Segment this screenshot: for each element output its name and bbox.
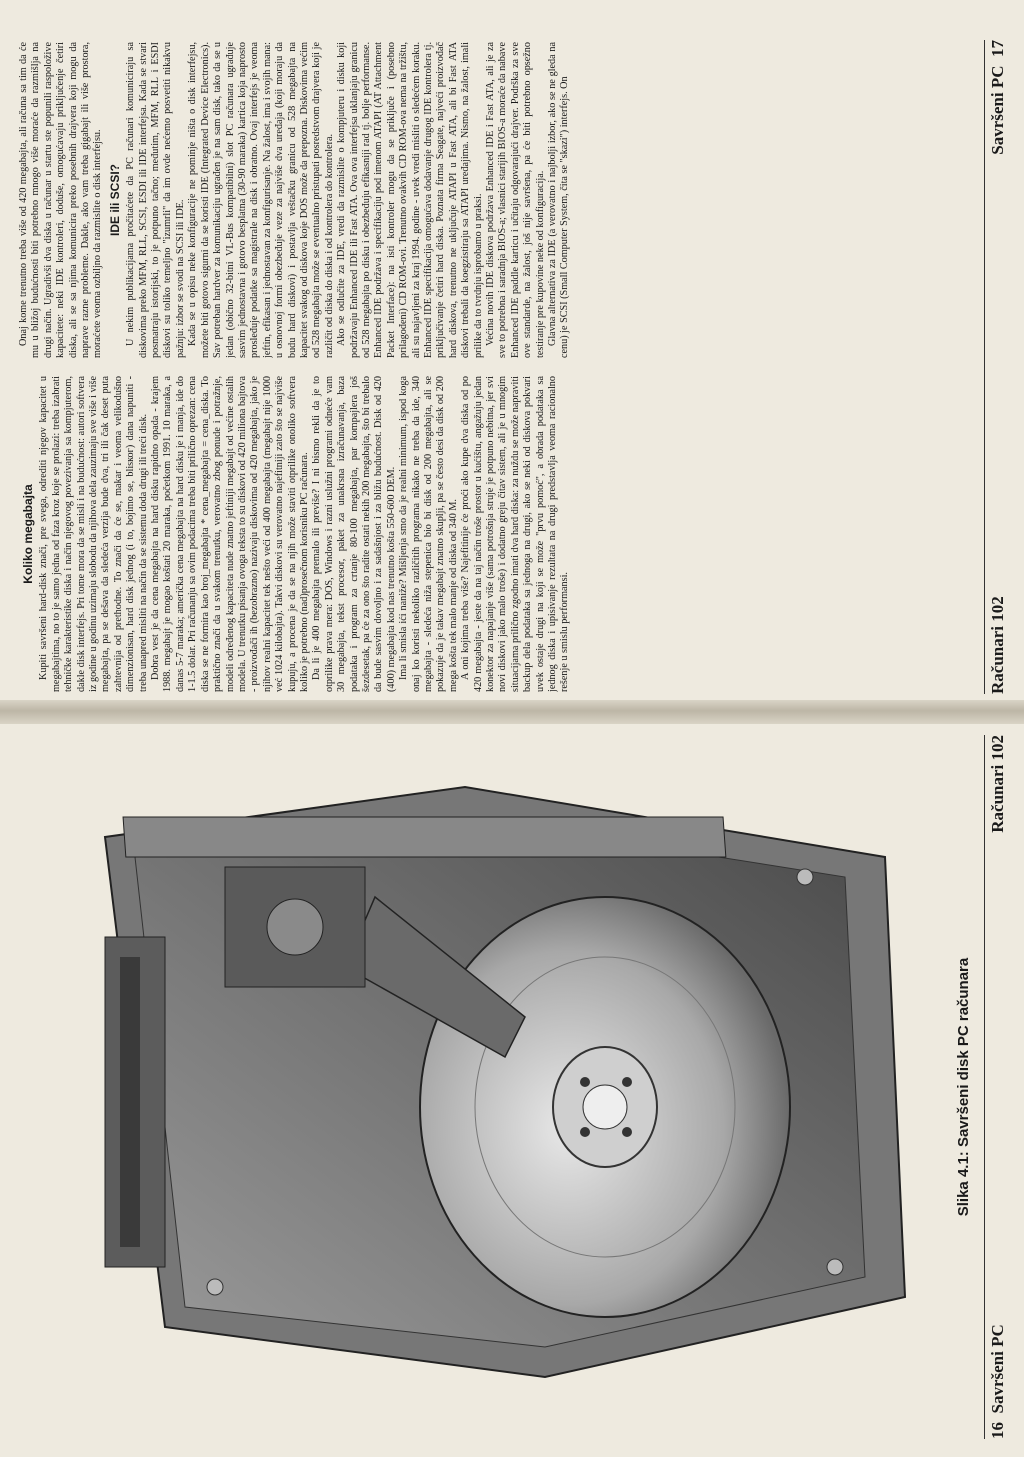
paragraph: A oni kojima treba više? Najefitinije će proći ako kupe dva diska od po 420 megabajta - jeste da na taj način troše prostor u kućištu, angažuju jedan konektor za napajanje više (sama potrošnja struje je potpuno nebitna, jer svi novi diskovi jako malo troše) i dodatno greju čitav sistem, ali je u mnogim situacijama prilično zgodno imati dva hard diska: za nuždu se može napraviti backup dela podataka sa jednoga na drugi, ako se neki od diskova pokvari uvek ostaje drugi na koji se može "prvu pomoć", a obrada podataka sa jednog diska i upisivanje rezultata na drugi predstavlja veoma racionalno rešenje u smislu performansi. <box>460 376 571 692</box>
page-17 <box>0 22 1007 712</box>
paragraph: Većina novih IDE diskova podržava Enhanced IDE i Fast ATA, ali je za sve to potrebna i saradnja BIOS-a; vlasnici starijih BIOS-a moraće da nabave Enhanced IDE paddle karticu i učitaju odgovarajući drajver. Podrška za sve ove standarde, na žalost, još nije savršena, pa će biti potrebno opsežno testiranje pre kupovine neke od konfiguracija. <box>485 42 546 358</box>
text-columns <box>18 42 970 692</box>
paragraph: Ako se odlučite za IDE, vredi da razmislite o kompjuteru i disku koji podržavaju Enhanced IDE ili Fast ATA. Ova ova interfejsa uklanjaju granicu od 528 megabajta po disku i obezbeđuju efikasniji rad tj. bolje performanse. Enhanced IDE podržava i specifikaciju pod imenom ATAPI (AT Attachment Packet Interface): na isti kontroler mogu da se priključe i (posebno prilagođeni) CD ROM-ovi. Trenutno ovakvih CD ROM-ova nema na tržištu, ali su najavljeni za kraj 1994. godine - uvek vredi misliti o sledećem koraku. Enhanced IDE specifikacija omogućava dodavanje drugog IDE kontrolera tj. priključivanje četiri hard diska. Poznata firma Seagate, najveći proizvođač hard diskova, trenutno ne uključuje ATAPI u Fast ATA, ali bi Fast ATA diskovi trebali da koegzistiraju sa ATAPI uređajima. Nismo, na žalost, imali prilike da to tvrdnju isprobamo u praksi. <box>336 42 484 358</box>
paragraph: Glavna alternativa za IDE (a verovatno i najbolji izbor, ako se ne gleda na cenu) je SCSI (Small Computer System, čita se "skazi") interfejs. On <box>547 42 571 358</box>
column-2 <box>18 42 970 358</box>
figure-caption: Slika 4.1: Savršeni disk PC računara <box>955 957 972 1217</box>
page-16 <box>0 717 1007 1457</box>
running-title-and-number: 16 Savršeni PC <box>988 1324 1007 1439</box>
hard-disk-drawing <box>40 757 930 1417</box>
section-heading-koliko-megabajta: Koliko megabajta <box>21 484 35 584</box>
hard-disk-illustration <box>40 757 930 1417</box>
page-footer-16 <box>984 735 1012 1439</box>
magazine-name: Računari 102 <box>988 735 1007 833</box>
page-footer-17 <box>984 40 1012 694</box>
magazine-name: Računari 102 <box>988 596 1007 694</box>
paragraph: Ima li smisla ići naniže? Mišljenja smo da je realni minimum, ispod koga onaj ko koristi nekoliko različitih programa nikako ne treba da ide, 340 megabajta - sledeća niža stepenica bio bi disk od 200 megabajta, ali se pokazuje da je takav megabajt znatno skuplji, pa se često desi da disk od 200 mega košta tek malo manje od diska od 340 M. <box>398 376 459 692</box>
paragraph: Kada se u opisu neke konfiguracije ne pominje ništa o disk interfejsu, možete biti gotovo sigurni da se koristi IDE (Integrated Device Electronics). Sav potreban hardver za komunikaciju ugrađen je na sam disk, tako da se u jedan (obično 32-bitni VL-Bus kompatibilni) slot PC računara ugrađuje sasvim jednostavna i gotovo besplatna (30-90 maraka) kartica koja naprosto prosleđuje podatke sa magistrale na disk i obratno. Ovaj interfejs je veoma jeftin, efikasan i jednostavan za konfigurisanje. Na žalost, ima i svojih mana: u osnovnoj formi obezbeđuje veze za najviše dva uređaja (koji moraju da budu hard diskovi) i postavlja veštačku granicu od 528 megabajta na kapacitet svakog od diskova koje DOS može da prepozna. Diskovima većim od 528 megabajta može se eventualno pristupati posredstvom drajvera koji je različit od diska do diska i od kontrolera do kontrolera. <box>187 42 335 358</box>
paragraph: Dobra vest je da cena megabajta na hard disku rapidno opada - krajem 1988. megabajt je mogao koštati 20 maraka, početkom 1991. 10 maraka, a danas 5-7 maraka; američka cena megabajta na hard disku je i manja, ide do 1-1.5 dolar. Pri računanju sa ovim podacima treba biti prilično oprezan: cena diska se ne formira kao broj_megabajta * cena_megabajta = cena_diska. To praktično znači da u svakom trenutku, verovatno zbog ponude i potražnje, modeli određenog kapaciteta nude znatno jeftiniji megabajt od većine ostalih modela. U trenutku pisanja ovoga teksta to su diskovi od 420 miliona bajtova - proizvođači ih (bezobrazno) nazivaju diskovima od 420 megabajta, jako je njihov realni kapacitet tek nešto veći od 400 megabajta (megabajt nije 1000 već 1024 kilobajta). Takvi diskovi su verovatno najefitniji zato što se najviše kupuju, a procena je da se na njih može staviti otprilike onoliko softvera koliko je potrebno (nad)prosečnom korisniku PC računara. <box>150 376 310 692</box>
paragraph: Onaj kome trenutno treba više od 420 megabajta, ali računa sa tim da će mu u bližoj budućnosti biti potrebno mnogo više moraće da razmišlja na drugi način. Ugradivši dva diska u računar u startu ste popunili raspoložive kapacitete: neki IDE kontroleri, doduše, omogućavaju priključenje četiri diska, ali se sa njima komunicira preko posebnih drajvera koji mogu da naprave razne probleme. Dakle, ako vam treba gigabajt ili više prostora, moraćete veoma ozbiljno da razmislite o disk interfejsu. <box>18 42 104 358</box>
running-title-and-number: Savršeni PC 17 <box>988 40 1007 155</box>
paragraph: Da li je 400 megabajta premalo ili previše? I ni bismo rekli da je to otprilike prava mera: DOS, Windows i razni uslužni programi odneće vam 30 megabajta, tekst procesor, paket za unakrsna izračunavanja, baza podataka i program za crtanje 80-100 megabajta, par kompajlera još šezdesetak, pa će za ono što radite ostati nekih 200 megabajta, što bi trebalo da bude sasvim dovoljno i za sadašnjost i za bližu budućnost. Disk od 420 (400) megabajta kod nas trenutno košta 550-600 DEM. <box>311 376 397 692</box>
paragraph: Kupiti savršeni hard-disk znači, pre svega, odrediti njegov kapacitet u megabajtima, no to je samo jedna od faza kroz koje se prolazi: treba izabrati tehničke karakteristike diska i način njegovog povezivanja sa kompjuterom, dakle disk interfejs. Pri tome mora da se misli i na budućnost: autori softvera iz godine u godinu uzimaju slobodu da njihova dela zauzimaju sve više i više megabajta, pa se dešava da sledeća verzija bude dva, tri ili čak deset puta zahtevnija od prethodne. To znači da će se, makar i veoma velikodušno dimenzionisan, hard disk jednog (i to, bojimo se, blisког) dana napuniti - treba unapred misliti na način da se sistemu doda drugi ili treći disk. <box>38 376 149 692</box>
section-heading-ide-ili-scsi: IDE ili SCSI? <box>107 164 122 237</box>
paragraph: U nekim publikacijama pročitaćete da PC računari komuniciraju sa diskovima preko MFM, RLL, SCSI, ESDI ili IDE interfejsa. Kada se stvari posmatraju istorijski, to je potpuno tačno; međutim, MFM, RLL i ESDI diskovi su toliko temeljno "izumrli" da im ovde nećemo posvetiti nikakvu pažnju: izbor se svodi na SCSI ili IDE. <box>125 42 186 358</box>
column-1 <box>18 376 970 692</box>
